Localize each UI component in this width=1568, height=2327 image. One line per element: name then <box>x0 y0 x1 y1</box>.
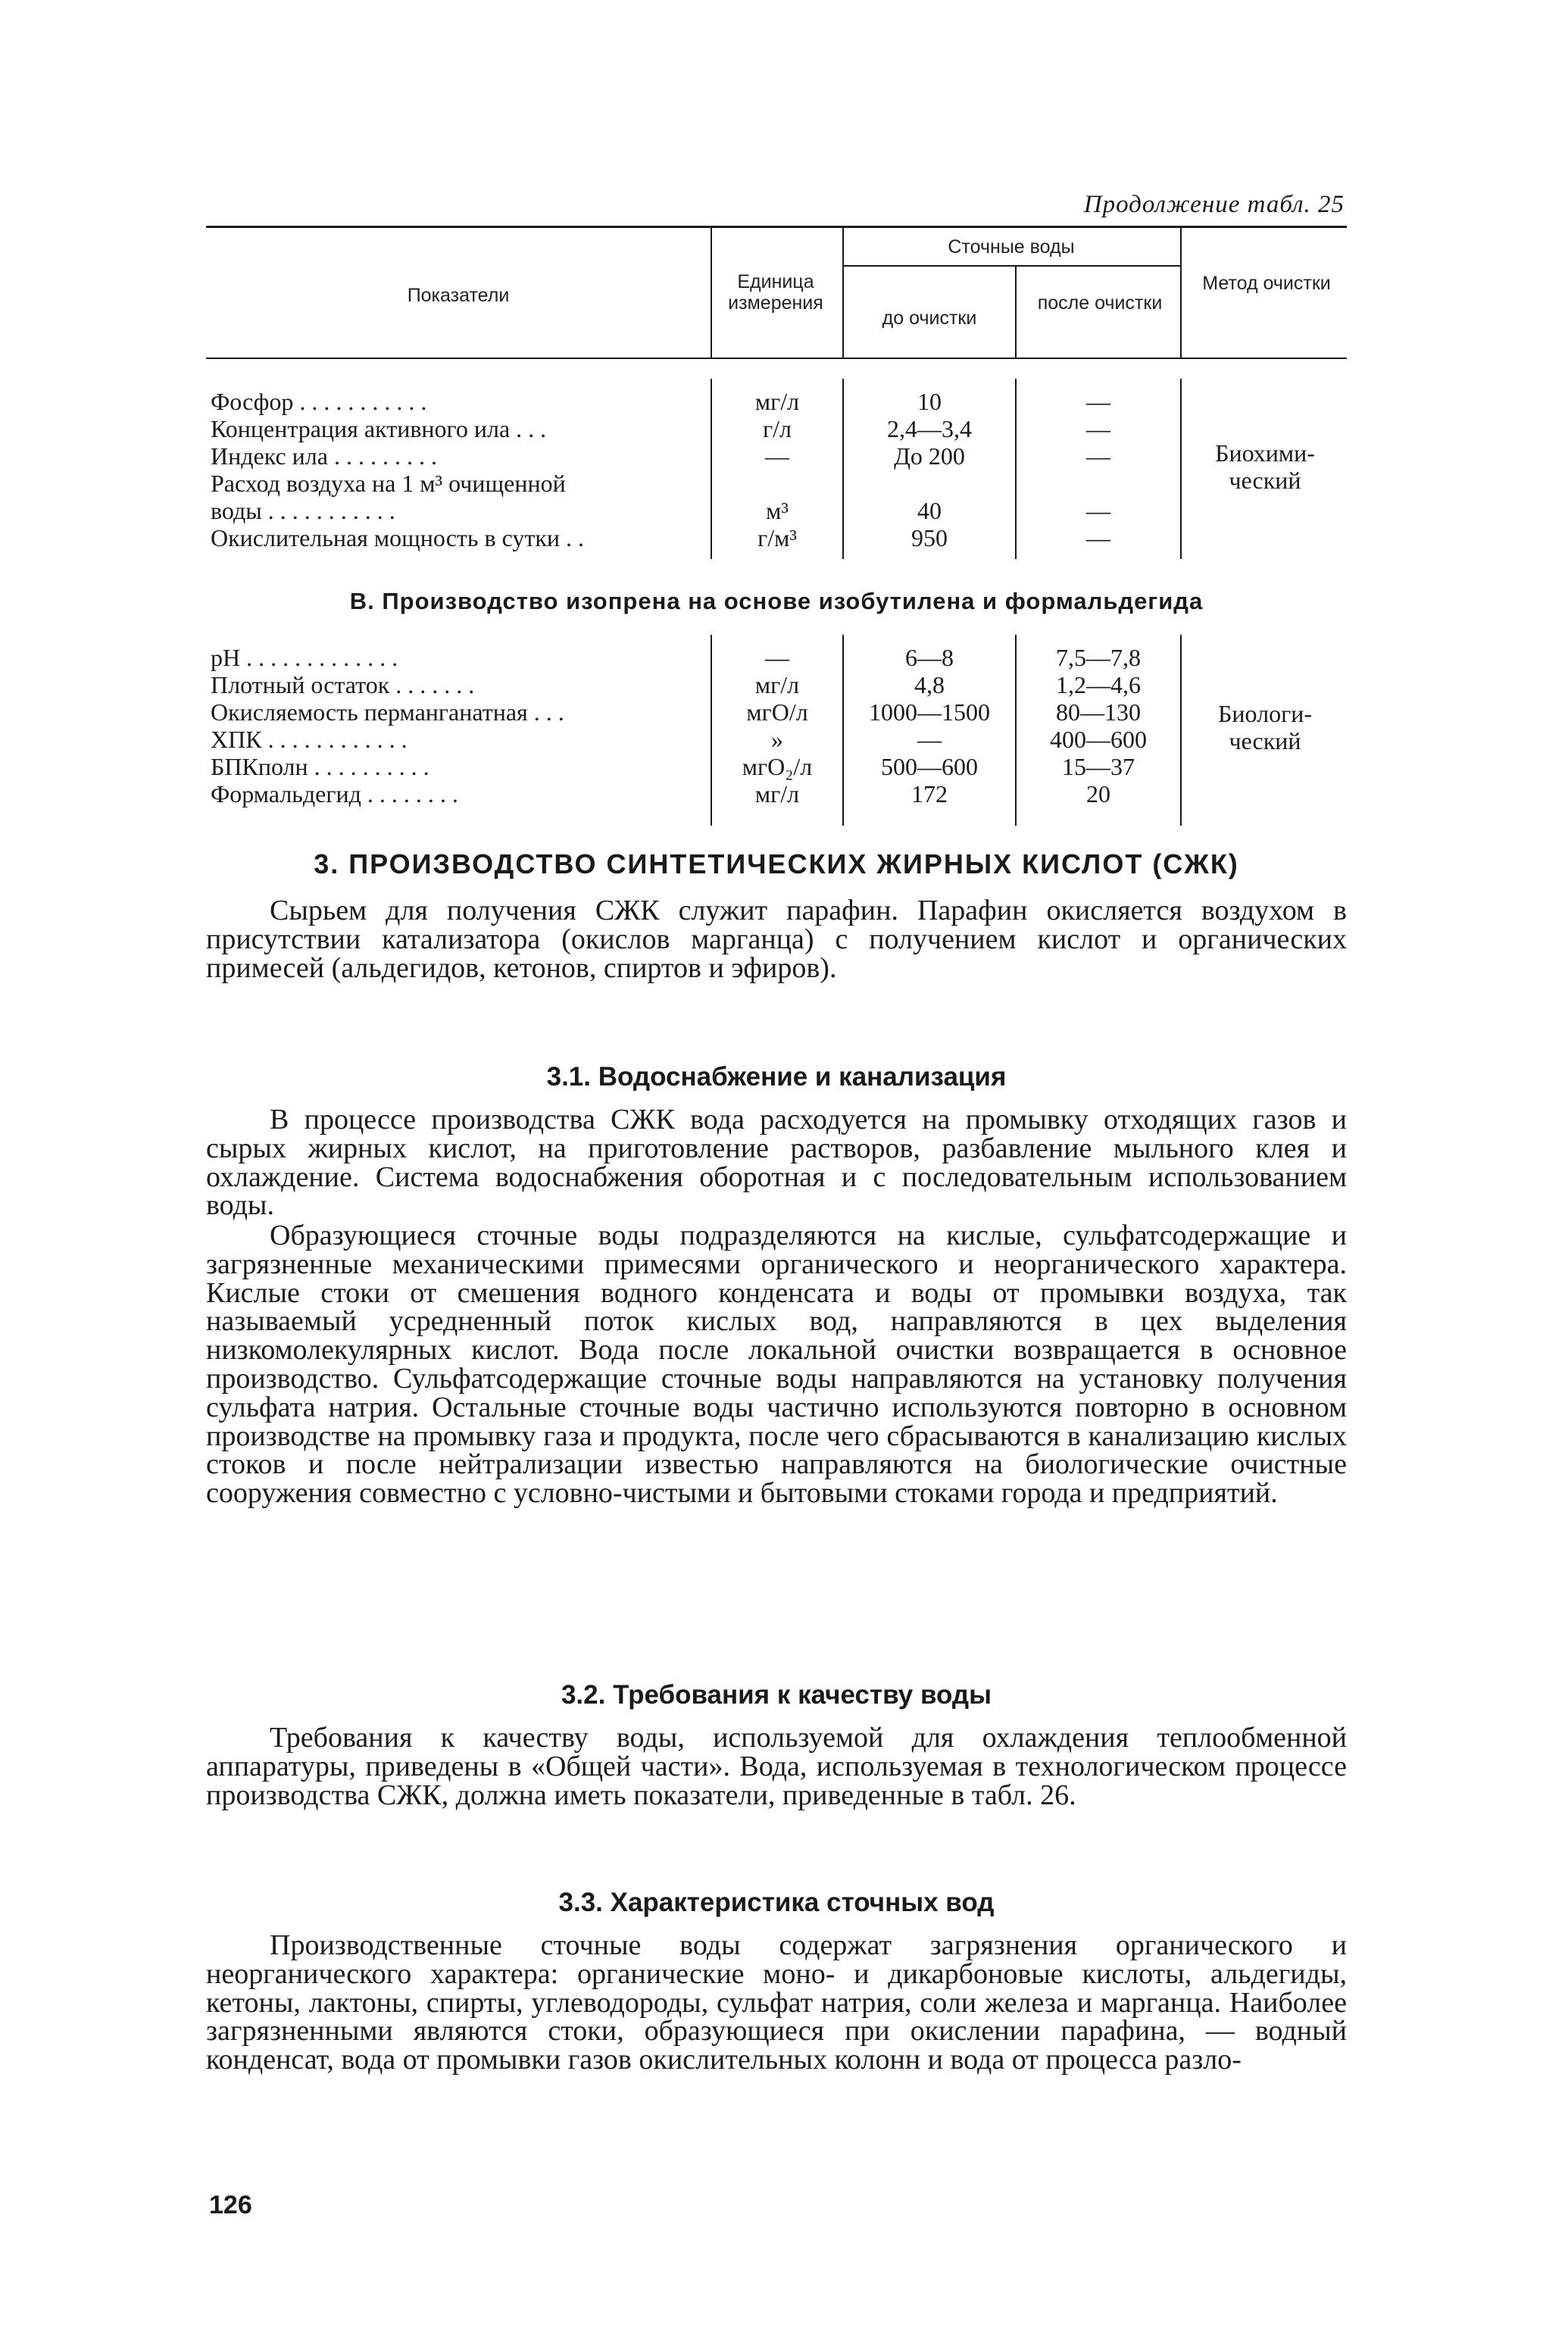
section-a-after <box>1018 388 1179 551</box>
section-3-heading: 3. ПРОИЗВОДСТВО СИНТЕТИЧЕСКИХ ЖИРНЫХ КИСЛОТ (СЖК) <box>314 848 1239 879</box>
row-after: 7,5—7,8 <box>1056 644 1141 671</box>
row-before: 2,4—3,4 <box>887 415 972 442</box>
row-label: Плотный остаток . . . . . . . <box>211 671 475 698</box>
row-after: 15—37 <box>1062 753 1135 780</box>
col-rule-3 <box>1015 265 1017 358</box>
method-line: ческий <box>1229 727 1301 754</box>
body-rule-b4 <box>1180 635 1182 826</box>
row-after <box>1018 470 1179 497</box>
row-unit <box>715 470 839 497</box>
row-label: Окисляемость перманганатная . . . <box>211 698 564 726</box>
body-rule-a2 <box>842 379 844 559</box>
section-3-2-paragraph: Требования к качеству воды, используемой для охлаждения теплообменной аппаратуры, приведены в «Общей части». Вода, используемая в технологическом процессе производства СЖК, должна иметь показатели, приведенные в табл. 26. <box>206 1722 1347 1811</box>
section-3-1-heading: 3.1. Водоснабжение и канализация <box>546 1062 1007 1092</box>
col-header-before: до очистки <box>882 308 977 329</box>
row-label: Расход воздуха на 1 м³ очищенной <box>211 470 566 497</box>
row-label: рН . . . . . . . . . . . . . <box>211 644 398 671</box>
row-label: БПКполн . . . . . . . . . . <box>211 753 429 780</box>
row-unit: » <box>771 726 783 753</box>
row-before: 10 <box>917 388 942 415</box>
row-before: 500—600 <box>881 753 978 780</box>
row-label: Формальдегид . . . . . . . . <box>211 780 458 807</box>
body-rule-b1 <box>711 635 712 826</box>
col-header-unit: Единица измерения <box>728 271 823 314</box>
col-header-after: после очистки <box>1037 292 1163 314</box>
row-unit: — <box>765 442 789 470</box>
method-line: ческий <box>1229 467 1301 494</box>
section-b-method <box>1183 700 1347 754</box>
section-a-before <box>845 388 1014 551</box>
row-after: — <box>1086 442 1110 470</box>
row-before <box>845 470 1014 497</box>
section-b-labels <box>211 644 564 807</box>
row-before: 6—8 <box>905 644 954 671</box>
row-unit: мг/л <box>754 671 800 698</box>
col-header-indicator: Показатели <box>407 285 510 306</box>
page-number: 126 <box>209 2191 252 2219</box>
row-label: Фосфор . . . . . . . . . . . <box>211 388 427 415</box>
section-a-labels <box>211 388 584 551</box>
section-b-after <box>1018 644 1179 807</box>
row-before: — <box>917 726 942 753</box>
section-3-1-paragraph-1: В процессе производства СЖК вода расходуется на промывку отходящих газов и сырых жирных кислот, на приготовление растворов, разбавление мыльного клея и охлаждение. Система водоснабжения оборотная и с последовательным использованием воды. <box>206 1104 1347 1222</box>
row-before: До 200 <box>894 442 965 470</box>
body-rule-a3 <box>1015 379 1017 559</box>
row-after: — <box>1086 415 1110 442</box>
section-b-before <box>845 644 1014 807</box>
data-table <box>206 226 1347 832</box>
table-continuation-label: Продолжение табл. 25 <box>1083 191 1345 218</box>
row-unit: мг/л <box>754 780 800 807</box>
row-label: воды . . . . . . . . . . . <box>211 497 395 524</box>
row-label: ХПК . . . . . . . . . . . . <box>211 726 408 753</box>
section-a-method <box>1183 439 1347 494</box>
section-3-3-heading: 3.3. Характеристика сточных вод <box>558 1888 995 1917</box>
row-unit: м³ <box>766 497 789 524</box>
table-top-rule <box>206 226 1347 228</box>
body-rule-a1 <box>711 379 712 559</box>
row-unit: мгО/л <box>746 698 808 726</box>
row-before: 1000—1500 <box>869 698 990 726</box>
row-after: 80—130 <box>1056 698 1141 726</box>
row-after: — <box>1086 388 1110 415</box>
row-after: 1,2—4,6 <box>1056 671 1141 698</box>
section-a-units <box>715 388 839 551</box>
subheader-rule <box>842 265 1180 267</box>
body-rule-a4 <box>1180 379 1182 559</box>
row-unit: г/м³ <box>757 524 797 551</box>
row-unit: — <box>765 644 789 671</box>
row-label: Концентрация активного ила . . . <box>211 415 547 442</box>
row-before: 950 <box>911 524 948 551</box>
intro-paragraph: Сырьем для получения СЖК служит парафин. Парафин окисляется воздухом в присутствии катализатора (окислов марганца) с получением кислот и органических примесей (альдегидов, кетонов, спиртов и эфиров). <box>206 895 1347 984</box>
section-3-1-paragraph-2: Образующиеся сточные воды подразделяются на кислые, сульфатсодержащие и загрязненные механическими примесями органического и неорганического характера. Кислые стоки от смешения водного конденсата и воды от промывки воздуха, так называемый усредненный поток кислых вод, направляются в цех выделения низкомолекулярных кислот. Вода после локальной очистки возвращается в основное производство. Сульфатсодержащие сточные воды направляются на установку получения сульфата натрия. Остальные сточные воды частично используются повторно в основном производстве на промывку газа и продукта, после чего сбрасываются в канализацию кислых стоков и после нейтрализации известью направляются на биологические очистные сооружения совместно с условно-чистыми и бытовыми стоками города и предприятий. <box>206 1220 1347 1510</box>
col-rule-4 <box>1180 226 1182 358</box>
row-label: Окислительная мощность в сутки . . <box>211 524 585 551</box>
section-3-3-paragraph: Производственные сточные воды содержат загрязнения органического и неорганического характера: органические моно- и дикарбоновые кислоты, альдегиды, кетоны, лактоны, спирты, углеводороды, сульфат натрия, соли железа и марганца. Наиболее загрязненными являются стоки, образующиеся при окислении парафина, — водный конденсат, вода от промывки газов окислительных колонн и вода от процесса разло- <box>206 1929 1347 2076</box>
row-label: Индекс ила . . . . . . . . . <box>211 442 437 470</box>
section-b-units <box>715 644 839 807</box>
table-header-rule <box>206 358 1347 359</box>
method-line: Биохими- <box>1215 439 1315 467</box>
row-after: — <box>1086 524 1110 551</box>
col-rule-1 <box>711 226 712 358</box>
row-before: 40 <box>917 497 942 524</box>
col-header-method: Метод очистки <box>1202 273 1331 294</box>
row-unit: мг/л <box>754 388 800 415</box>
row-before: 4,8 <box>914 671 945 698</box>
method-line: Биологи- <box>1218 700 1312 727</box>
row-after: — <box>1086 497 1110 524</box>
table-section-b-title: В. Производство изопрена на основе изобутилена и формальдегида <box>349 588 1204 614</box>
row-unit: г/л <box>763 415 792 442</box>
col-header-wastewater: Сточные воды <box>948 236 1075 258</box>
row-before: 172 <box>911 780 948 807</box>
section-3-2-heading: 3.2. Требования к качеству воды <box>561 1680 992 1710</box>
body-rule-b3 <box>1015 635 1017 826</box>
body-rule-b2 <box>842 635 844 826</box>
row-after: 400—600 <box>1050 726 1147 753</box>
row-after: 20 <box>1086 780 1110 807</box>
row-unit: мгО₂/л <box>742 753 813 780</box>
